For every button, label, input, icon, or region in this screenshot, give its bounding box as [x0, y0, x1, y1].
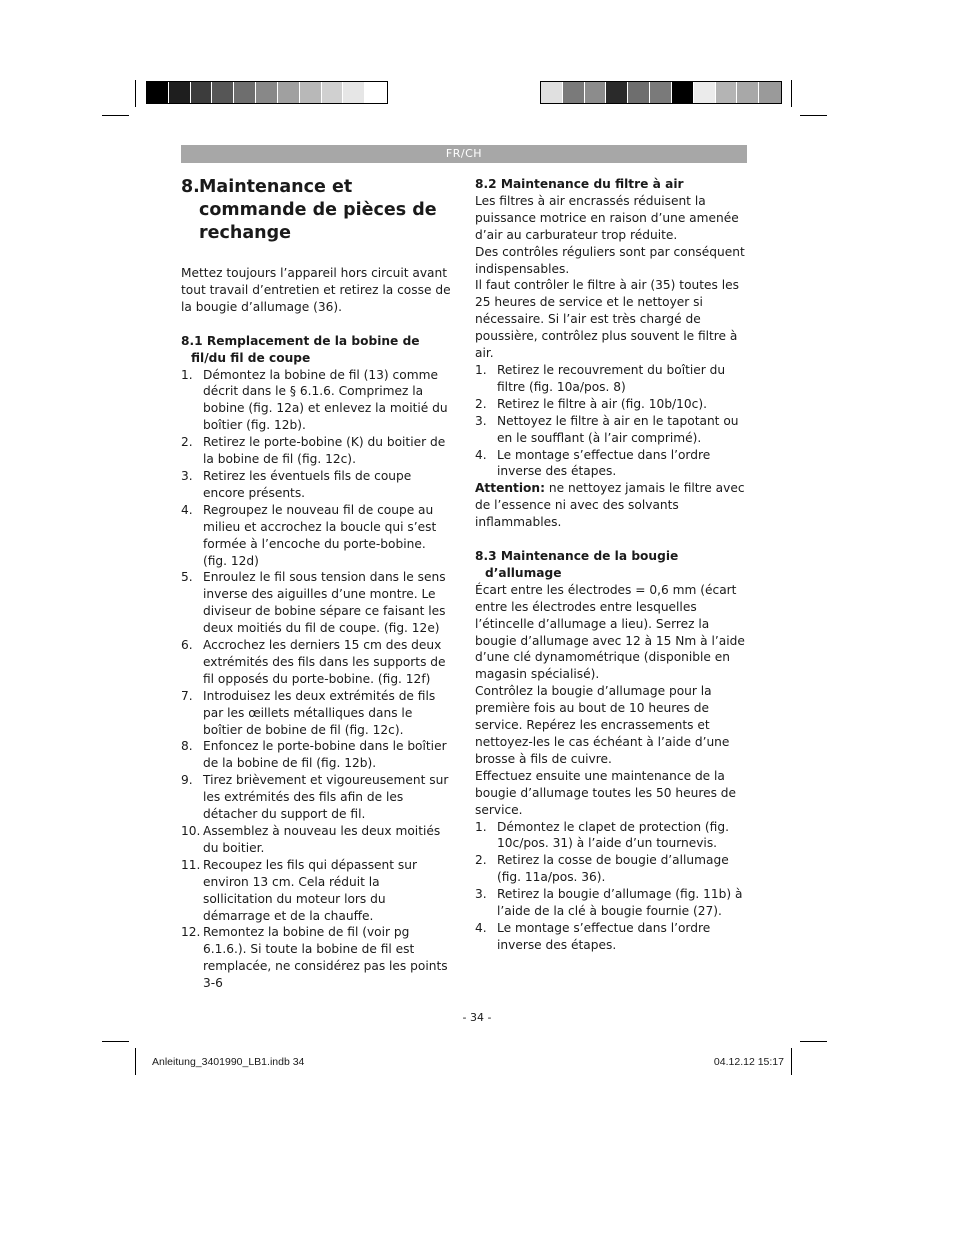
color-swatch — [191, 82, 213, 103]
section-8-1-title: 8.1 Remplacement de la bobine de fil/du fil de coupe — [181, 333, 420, 365]
color-swatch — [606, 82, 628, 103]
list-item-number: 8. — [181, 739, 193, 754]
crop-mark — [102, 1041, 129, 1042]
color-swatch — [300, 82, 322, 103]
list-item-number: 1. — [475, 819, 487, 834]
list-item — [475, 413, 750, 447]
list-item-number: 2. — [475, 853, 487, 868]
language-header: FR/CH — [181, 145, 747, 163]
section-8-2-steps — [475, 362, 750, 480]
chapter-intro: Mettez toujours l’appareil hors circuit avant tout travail d’entretien et retirez la cosse de la bougie d’allumage (36). — [181, 266, 451, 314]
list-item-text: Enfoncez le porte-bobine dans le boîtier de la bobine de fil (fig. 12b). — [203, 739, 447, 771]
paragraph: Il faut contrôler le filtre à air (35) toutes les 25 heures de service et le nettoyer si nécessaire. Si l’air est très chargé de poussière, contrôlez plus souvent le filtre à air. — [475, 278, 740, 361]
crop-mark — [135, 80, 136, 107]
color-swatch — [563, 82, 585, 103]
list-item — [475, 396, 750, 413]
list-item — [181, 502, 453, 570]
list-item-number: 1. — [475, 362, 487, 377]
list-item-number: 4. — [475, 920, 487, 935]
footer-timestamp: 04.12.12 15:17 — [713, 1056, 784, 1068]
section-8-2-title: 8.2 Maintenance du filtre à air — [475, 177, 684, 191]
color-swatch — [256, 82, 278, 103]
list-item-number: 4. — [181, 502, 193, 517]
color-swatch — [541, 82, 563, 103]
list-item-number: 3. — [475, 413, 487, 428]
list-item-number: 6. — [181, 638, 193, 653]
list-item — [181, 569, 453, 637]
warning-label: Attention: — [475, 481, 545, 496]
section-8-3-title: 8.3 Maintenance de la bougie d’allumage — [475, 549, 679, 580]
list-item — [181, 738, 453, 772]
chapter-title-text: Maintenance et commande de pièces de rechange — [199, 177, 437, 243]
list-item — [181, 468, 453, 502]
list-item-text: Tirez brièvement et vigoureusement sur les extrémités des fils afin de les détacher du support de fil. — [203, 773, 449, 822]
list-item-text: Assemblez à nouveau les deux moitiés du boitier. — [203, 824, 441, 855]
list-item — [181, 367, 453, 435]
color-swatch — [716, 82, 738, 103]
list-item-text: Retirez le filtre à air (fig. 10b/10c). — [497, 396, 707, 411]
paragraph: Des contrôles réguliers sont par conséquent indispensables. — [475, 244, 745, 276]
color-swatch — [650, 82, 672, 103]
list-item — [475, 920, 750, 954]
list-item — [475, 819, 750, 853]
color-bar-right — [540, 81, 782, 104]
list-item — [181, 688, 453, 739]
color-swatch — [278, 82, 300, 103]
list-item — [181, 772, 453, 823]
color-swatch — [672, 82, 694, 103]
list-item-text: Retirez les éventuels fils de coupe encore présents. — [203, 468, 412, 500]
crop-mark — [102, 115, 129, 116]
section-8-3-steps — [475, 819, 750, 954]
list-item-number: 3. — [475, 887, 487, 902]
list-item-number: 3. — [181, 468, 193, 483]
list-item — [181, 924, 453, 992]
list-item-text: Enroulez le fil sous tension dans le sens inverse des aiguilles d’une montre. Le diviseur de bobine sépare ce faisant les deux moitiés du fil de coupe. (fig. 12e) — [203, 570, 446, 636]
list-item-number: 5. — [181, 570, 193, 585]
list-item-text: Remontez la bobine de fil (voir pg 6.1.6.). Si toute la bobine de fil est remplacée, ne considérez pas les points 3-6 — [203, 925, 448, 991]
paragraph: Écart entre les électrodes = 0,6 mm (écart entre les électrodes entre lesquelles l’étincelle d’allumage a lieu). Serrez la bougie d’allumage avec 12 à 15 Nm à l’aide d’une clé dynamométrique (disponible en magasin spécialisé). — [475, 582, 745, 682]
color-swatch — [343, 82, 365, 103]
chapter-number: 8. — [181, 177, 200, 197]
list-item-number: 2. — [475, 396, 487, 411]
list-item-number: 9. — [181, 773, 193, 788]
list-item-text: Introduisez les deux extrémités de fils par les œillets métalliques dans le boîtier de bobine de fil (fig. 12c). — [203, 688, 436, 737]
list-item — [181, 637, 453, 688]
list-item-text: Accrochez les derniers 15 cm des deux extrémités des fils dans les supports de fil opposés du porte-bobine. (fig. 12f) — [203, 638, 446, 686]
list-item-text: Démontez la bobine de fil (13) comme décrit dans le § 6.1.6. Comprimez la bobine (fig. 12a) et enlevez la moitié du boîtier (fig. 12b). — [203, 367, 448, 433]
crop-mark — [800, 1041, 827, 1042]
color-swatch — [234, 82, 256, 103]
color-swatch — [169, 82, 191, 103]
list-item — [475, 362, 750, 396]
color-swatch — [694, 82, 716, 103]
crop-mark — [800, 115, 827, 116]
paragraph: Les filtres à air encrassés réduisent la puissance motrice en raison d’une amenée d’air au carburateur trop réduite. — [475, 193, 739, 242]
list-item-text: Le montage s’effectue dans l’ordre inverse des étapes. — [497, 920, 711, 952]
list-item-text: Retirez le porte-bobine (K) du boitier de la bobine de fil (fig. 12c). — [203, 435, 446, 467]
list-item-number: 10. — [181, 824, 201, 838]
list-item-text: Retirez la bougie d’allumage (fig. 11b) à l’aide de la clé à bougie fournie (27). — [497, 887, 743, 919]
warning-note — [475, 480, 750, 531]
list-item-text: Recoupez les fils qui dépassent sur environ 13 cm. Cela réduit la sollicitation du moteur lors du démarrage et de la chauffe. — [203, 857, 418, 923]
list-item-text: Nettoyez le filtre à air en le tapotant ou en le soufflant (à l’air comprimé). — [497, 413, 739, 445]
section-8-2-paragraphs — [475, 193, 750, 362]
crop-mark — [791, 1048, 792, 1075]
section-8-3-paragraphs — [475, 582, 750, 819]
list-item — [475, 852, 750, 886]
list-item-text: Regroupez le nouveau fil de coupe au milieu et accrochez la boucle qui s’est formée à l’encoche du porte-bobine. (fig. 12d) — [203, 502, 437, 568]
paragraph: Effectuez ensuite une maintenance de la bougie d’allumage toutes les 50 heures de service. — [475, 768, 737, 817]
paragraph: Contrôlez la bougie d’allumage pour la première fois au bout de 10 heures de service. Repérez les encrassements et nettoyez-les le cas échéant à l’aide d’une brosse à fils de cuivre. — [475, 684, 730, 766]
list-item — [181, 823, 453, 857]
color-swatch — [322, 82, 344, 103]
list-item — [475, 886, 750, 920]
left-column — [181, 176, 453, 992]
color-swatch — [759, 82, 781, 103]
footer-filename: Anleitung_3401990_LB1.indb 34 — [152, 1056, 305, 1068]
color-swatch — [628, 82, 650, 103]
list-item — [475, 447, 750, 481]
list-item-text: Démontez le clapet de protection (fig. 10c/pos. 31) à l’aide d’un tournevis. — [497, 819, 729, 851]
right-column — [475, 176, 750, 954]
color-swatch — [212, 82, 234, 103]
list-item-number: 7. — [181, 688, 193, 703]
warning-text: ne nettoyez jamais le filtre avec de l’essence ni avec des solvants inflammables. — [475, 481, 745, 530]
color-bar-left — [146, 81, 388, 104]
list-item — [181, 857, 453, 925]
list-item-number: 11. — [181, 857, 201, 872]
list-item-number: 12. — [181, 925, 201, 940]
crop-mark — [791, 80, 792, 107]
color-swatch — [147, 82, 169, 103]
list-item-number: 2. — [181, 435, 193, 450]
crop-mark — [135, 1048, 136, 1075]
list-item-number: 4. — [475, 447, 487, 462]
list-item-text: Retirez le recouvrement du boîtier du filtre (fig. 10a/pos. 8) — [497, 362, 726, 394]
list-item-text: Retirez la cosse de bougie d’allumage (fig. 11a/pos. 36). — [497, 853, 729, 885]
list-item-text: Le montage s’effectue dans l’ordre inverse des étapes. — [497, 447, 711, 479]
section-8-1-steps — [181, 367, 453, 993]
page-number: - 34 - — [462, 1011, 492, 1024]
list-item-number: 1. — [181, 367, 193, 382]
color-swatch — [737, 82, 759, 103]
chapter-title — [181, 176, 453, 245]
list-item — [181, 434, 453, 468]
color-swatch — [585, 82, 607, 103]
color-swatch — [365, 82, 387, 103]
